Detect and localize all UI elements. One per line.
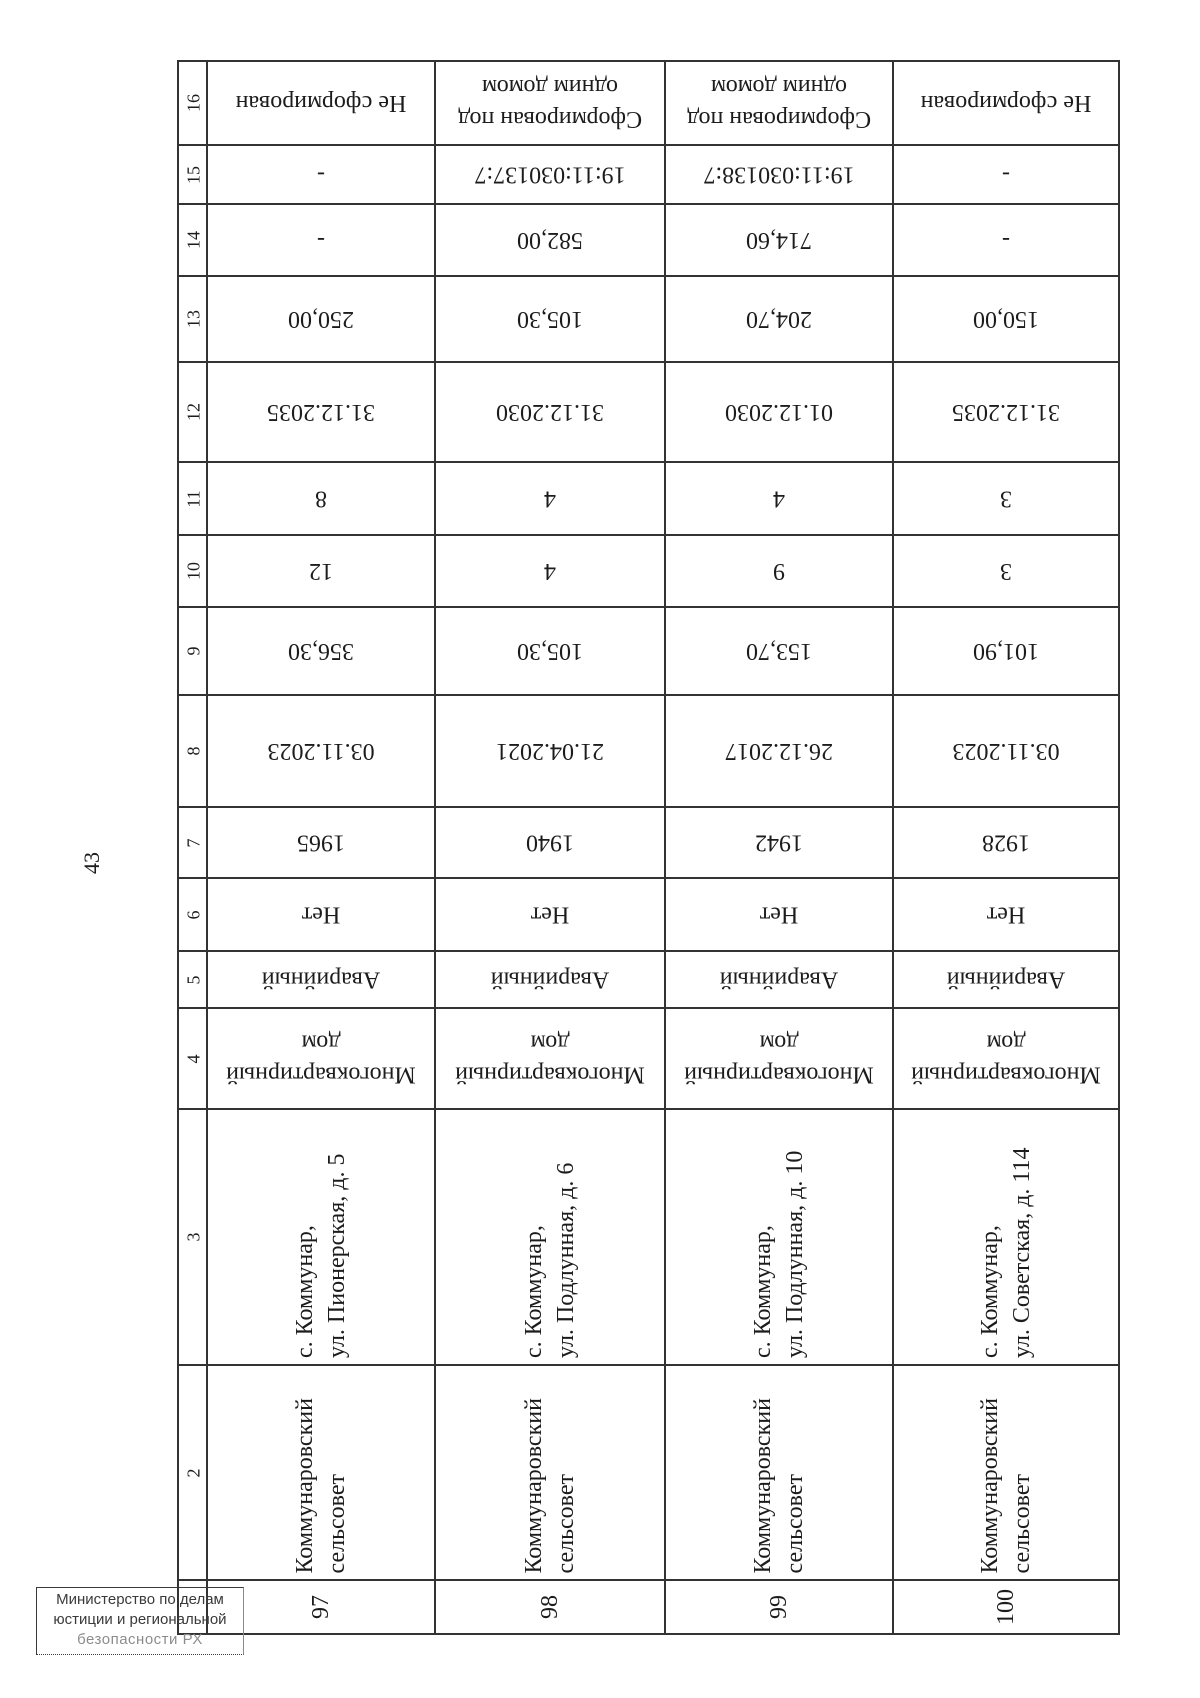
cell-line: одним домом — [710, 74, 848, 100]
cell-text: Нет — [759, 901, 799, 928]
cell-line: ул. Советская, д. 114 — [1009, 1147, 1035, 1358]
cell-text: 21.04.2021 — [496, 738, 604, 764]
cell-content — [177, 203, 208, 277]
cell-text: 1942 — [755, 829, 803, 856]
table-cell-col-10 — [434, 534, 666, 608]
cell-text: 9 — [773, 558, 785, 584]
cell-content — [892, 275, 1120, 363]
cell-text: - — [1002, 161, 1010, 188]
row-number-cell — [664, 1579, 894, 1635]
cell-content — [434, 534, 666, 608]
cell-content — [177, 694, 208, 808]
cell-content — [177, 950, 208, 1009]
cell-text: 582,00 — [517, 227, 583, 253]
cell-content — [177, 1108, 208, 1366]
table-cell-col-16 — [206, 60, 436, 146]
row-number-cell — [892, 1579, 1120, 1635]
cell-line: с. Коммунар, — [977, 1225, 1003, 1358]
cell-line: сельсовет — [782, 1473, 808, 1573]
table-cell-col-15 — [892, 144, 1120, 205]
table-cell-col-10 — [206, 534, 436, 608]
cell-text: 8 — [315, 485, 327, 512]
cell-text: Нет — [530, 901, 570, 928]
cell-text: 03.11.2023 — [267, 738, 375, 764]
column-header-3 — [177, 1108, 208, 1366]
table-cell-col-14 — [434, 203, 666, 277]
table-cell-col-14 — [664, 203, 894, 277]
cell-content — [664, 806, 894, 879]
cell-content — [177, 275, 208, 363]
table-cell-col-9 — [206, 606, 436, 696]
table-cell-col-9 — [892, 606, 1120, 696]
cell-text: 4 — [544, 558, 556, 584]
cell-line: сельсовет — [553, 1473, 579, 1573]
stamp-line: юстиции и региональной — [53, 1611, 227, 1628]
cell-text: 2 — [182, 1468, 203, 1477]
table-cell-col-15 — [206, 144, 436, 205]
cell-content — [664, 1108, 894, 1366]
cell-content — [434, 144, 666, 205]
cell-text: 101,90 — [973, 638, 1039, 664]
table-cell-col-13 — [206, 275, 436, 363]
table-cell-col-8 — [892, 694, 1120, 808]
column-header-5 — [177, 950, 208, 1009]
table-cell-col-2 — [892, 1364, 1120, 1581]
cell-content — [664, 1579, 894, 1635]
cell-line: Сформирован под — [686, 106, 872, 132]
cell-line: Многоквартирный — [684, 1061, 874, 1088]
cell-content — [664, 534, 894, 608]
table-cell-col-10 — [892, 534, 1120, 608]
cell-content — [434, 950, 666, 1009]
cell-line: Сформирован под — [457, 106, 643, 132]
table-cell-col-9 — [434, 606, 666, 696]
table-cell-col-4 — [664, 1007, 894, 1110]
cell-text: - — [317, 227, 325, 253]
cell-text: 150,00 — [973, 306, 1039, 332]
table-cell-col-11 — [892, 461, 1120, 536]
cell-text: 105,30 — [517, 306, 583, 332]
cell-text: 99 — [766, 1595, 792, 1619]
table-cell-col-7 — [434, 806, 666, 879]
cell-content — [892, 144, 1120, 205]
column-header-13 — [177, 275, 208, 363]
cell-text: 714,60 — [746, 227, 812, 253]
cell-text: Нет — [986, 901, 1026, 928]
table-cell-col-5 — [434, 950, 666, 1009]
cell-content — [664, 361, 894, 463]
cell-text: 8 — [182, 746, 203, 756]
cell-content — [177, 1007, 208, 1110]
cell-content — [177, 461, 208, 536]
table-cell-col-12 — [664, 361, 894, 463]
cell-text: 19:11:030138:7 — [703, 161, 855, 188]
cell-content — [892, 606, 1120, 696]
column-header-8 — [177, 694, 208, 808]
table-cell-col-2 — [664, 1364, 894, 1581]
cell-content — [177, 361, 208, 463]
cell-text: 7 — [182, 838, 203, 847]
cell-content — [206, 1108, 436, 1366]
cell-content — [892, 950, 1120, 1009]
page-number: 43 — [79, 852, 104, 874]
cell-content — [206, 461, 436, 536]
table-cell-col-13 — [664, 275, 894, 363]
table-cell-col-11 — [206, 461, 436, 536]
table-cell-col-2 — [206, 1364, 436, 1581]
column-header-10 — [177, 534, 208, 608]
cell-line: ул. Подлунная, д. 10 — [782, 1150, 808, 1358]
cell-line: Многоквартирный — [455, 1061, 645, 1088]
cell-text: 1965 — [297, 829, 345, 856]
table-cell-col-7 — [664, 806, 894, 879]
cell-content — [206, 1364, 436, 1581]
cell-text: 105,30 — [517, 638, 583, 664]
table-cell-col-15 — [664, 144, 894, 205]
column-header-2 — [177, 1364, 208, 1581]
cell-content — [434, 275, 666, 363]
cell-content — [206, 806, 436, 879]
cell-text: 1940 — [526, 829, 574, 856]
cell-line: ул. Подлунная, д. 6 — [553, 1162, 579, 1358]
table-cell-col-7 — [892, 806, 1120, 879]
cell-text: Аварийный — [946, 966, 1066, 993]
cell-content — [434, 806, 666, 879]
table-cell-col-4 — [206, 1007, 436, 1110]
cell-text: 13 — [182, 310, 203, 328]
cell-content — [434, 606, 666, 696]
table-cell-col-14 — [892, 203, 1120, 277]
table-cell-col-5 — [664, 950, 894, 1009]
cell-text: 31.12.2030 — [496, 399, 604, 425]
cell-text: 12 — [309, 558, 333, 584]
table-cell-col-15 — [434, 144, 666, 205]
cell-line: Коммунаровский — [292, 1397, 318, 1573]
cell-text: 6 — [182, 910, 203, 919]
column-header-4 — [177, 1007, 208, 1110]
table-cell-col-2 — [434, 1364, 666, 1581]
cell-line: ул. Пионерская, д. 5 — [324, 1153, 350, 1358]
cell-line: дом — [301, 1029, 341, 1056]
cell-text: 15 — [182, 165, 203, 184]
column-header-9 — [177, 606, 208, 696]
cell-content — [664, 1007, 894, 1110]
table-cell-col-5 — [206, 950, 436, 1009]
cell-content — [206, 361, 436, 463]
cell-content — [892, 694, 1120, 808]
stamp-line: безопасности РХ — [77, 1631, 203, 1648]
cell-text: 3 — [182, 1232, 203, 1242]
cell-content — [892, 203, 1120, 277]
cell-content — [434, 877, 666, 952]
table-cell-col-14 — [206, 203, 436, 277]
table-cell-col-8 — [664, 694, 894, 808]
table-cell-col-13 — [892, 275, 1120, 363]
table-cell-col-5 — [892, 950, 1120, 1009]
cell-text: - — [317, 161, 325, 188]
cell-text: 31.12.2035 — [267, 399, 375, 425]
cell-content — [664, 461, 894, 536]
cell-content — [434, 694, 666, 808]
table-cell-col-4 — [892, 1007, 1120, 1110]
cell-content — [206, 144, 436, 205]
cell-line: Коммунаровский — [977, 1397, 1003, 1573]
cell-content — [177, 60, 208, 146]
cell-content — [434, 1579, 666, 1635]
cell-line: с. Коммунар, — [521, 1225, 547, 1358]
cell-line: с. Коммунар, — [750, 1225, 776, 1358]
cell-text: 5 — [182, 975, 203, 984]
column-header-15 — [177, 144, 208, 205]
cell-text: 1928 — [982, 829, 1030, 856]
table-cell-col-6 — [434, 877, 666, 952]
column-header-14 — [177, 203, 208, 277]
cell-content — [664, 606, 894, 696]
table-cell-col-12 — [206, 361, 436, 463]
cell-text: Аварийный — [261, 966, 381, 993]
cell-text: Не сформирован — [920, 90, 1092, 116]
cell-text: 4 — [182, 1054, 203, 1063]
table-cell-col-12 — [892, 361, 1120, 463]
cell-text: 11 — [182, 489, 203, 508]
cell-text: 12 — [182, 403, 203, 421]
cell-text: Не сформирован — [235, 90, 407, 116]
cell-content — [434, 461, 666, 536]
cell-content — [664, 694, 894, 808]
cell-text: 03.11.2023 — [952, 738, 1060, 764]
table-cell-col-8 — [206, 694, 436, 808]
table-cell-col-3 — [206, 1108, 436, 1366]
cell-content — [664, 950, 894, 1009]
cell-content — [177, 144, 208, 205]
cell-line: с. Коммунар, — [292, 1225, 318, 1358]
cell-content — [206, 60, 436, 146]
cell-line: одним домом — [481, 74, 619, 100]
table-cell-col-6 — [892, 877, 1120, 952]
cell-text: Нет — [301, 901, 341, 928]
table-cell-col-3 — [434, 1108, 666, 1366]
table-cell-col-16 — [892, 60, 1120, 146]
table-cell-col-11 — [664, 461, 894, 536]
cell-content — [206, 606, 436, 696]
cell-text: 4 — [773, 485, 785, 512]
cell-content — [177, 877, 208, 952]
column-header-7 — [177, 806, 208, 879]
table-cell-col-7 — [206, 806, 436, 879]
cell-content — [434, 361, 666, 463]
cell-text: 356,30 — [288, 638, 354, 664]
cell-content — [892, 461, 1120, 536]
cell-text: Аварийный — [719, 966, 839, 993]
stamp-line: Министерство по делам — [56, 1591, 224, 1608]
cell-line: Коммунаровский — [521, 1397, 547, 1573]
cell-content — [206, 275, 436, 363]
cell-line: Многоквартирный — [226, 1061, 416, 1088]
cell-content — [177, 534, 208, 608]
cell-content — [892, 806, 1120, 879]
cell-line: сельсовет — [324, 1473, 350, 1573]
cell-content — [177, 606, 208, 696]
cell-text: 26.12.2017 — [725, 738, 833, 764]
cell-text: - — [1002, 227, 1010, 253]
cell-text: 10 — [182, 562, 203, 580]
cell-content — [206, 203, 436, 277]
cell-content — [177, 1364, 208, 1581]
cell-content — [664, 275, 894, 363]
table-cell-col-3 — [892, 1108, 1120, 1366]
cell-text: 19:11:030137:7 — [474, 161, 626, 188]
column-header-12 — [177, 361, 208, 463]
cell-content — [434, 1364, 666, 1581]
cell-content — [434, 203, 666, 277]
column-header-11 — [177, 461, 208, 536]
cell-text: 153,70 — [746, 638, 812, 664]
table-cell-col-16 — [434, 60, 666, 146]
cell-text: 98 — [537, 1595, 563, 1619]
cell-line: дом — [530, 1029, 570, 1056]
cell-content — [892, 60, 1120, 146]
cell-line: Коммунаровский — [750, 1397, 776, 1573]
cell-content — [664, 203, 894, 277]
cell-content — [434, 1007, 666, 1110]
column-header-6 — [177, 877, 208, 952]
table-cell-col-12 — [434, 361, 666, 463]
cell-content — [177, 806, 208, 879]
cell-content — [206, 534, 436, 608]
ministry-stamp — [36, 1587, 244, 1655]
cell-content — [434, 1108, 666, 1366]
cell-line: дом — [986, 1029, 1026, 1056]
row-number-cell — [434, 1579, 666, 1635]
cell-content — [664, 1364, 894, 1581]
table-cell-col-13 — [434, 275, 666, 363]
table-cell-col-11 — [434, 461, 666, 536]
table-cell-col-16 — [664, 60, 894, 146]
cell-line: Многоквартирный — [911, 1061, 1101, 1088]
cell-content — [892, 1007, 1120, 1110]
cell-content — [892, 1108, 1120, 1366]
cell-text: 250,00 — [288, 306, 354, 332]
cell-text: 97 — [308, 1595, 334, 1619]
cell-content — [664, 877, 894, 952]
cell-text: 4 — [544, 485, 556, 512]
cell-text: 14 — [182, 231, 203, 249]
cell-content — [892, 361, 1120, 463]
cell-text: 3 — [1000, 485, 1012, 512]
table-cell-col-3 — [664, 1108, 894, 1366]
cell-line: сельсовет — [1009, 1473, 1035, 1573]
cell-content — [892, 1579, 1120, 1635]
cell-content — [892, 1364, 1120, 1581]
cell-content — [664, 144, 894, 205]
table-cell-col-9 — [664, 606, 894, 696]
cell-text: Аварийный — [490, 966, 610, 993]
cell-content — [664, 60, 894, 146]
cell-line: дом — [759, 1029, 799, 1056]
cell-text: 9 — [182, 646, 203, 656]
table-cell-col-4 — [434, 1007, 666, 1110]
cell-content — [206, 694, 436, 808]
cell-content — [434, 60, 666, 146]
table-cell-col-6 — [206, 877, 436, 952]
table-cell-col-6 — [664, 877, 894, 952]
cell-text: 01.12.2030 — [725, 399, 833, 425]
cell-text: 16 — [182, 94, 203, 112]
cell-content — [892, 534, 1120, 608]
column-header-16 — [177, 60, 208, 146]
cell-content — [206, 1007, 436, 1110]
cell-text: 3 — [1000, 558, 1012, 584]
cell-text: 100 — [993, 1589, 1019, 1625]
cell-content — [892, 877, 1120, 952]
cell-text: 31.12.2035 — [952, 399, 1060, 425]
cell-text: 204,70 — [746, 306, 812, 332]
cell-content — [206, 950, 436, 1009]
cell-content — [206, 877, 436, 952]
table-cell-col-8 — [434, 694, 666, 808]
table-cell-col-10 — [664, 534, 894, 608]
